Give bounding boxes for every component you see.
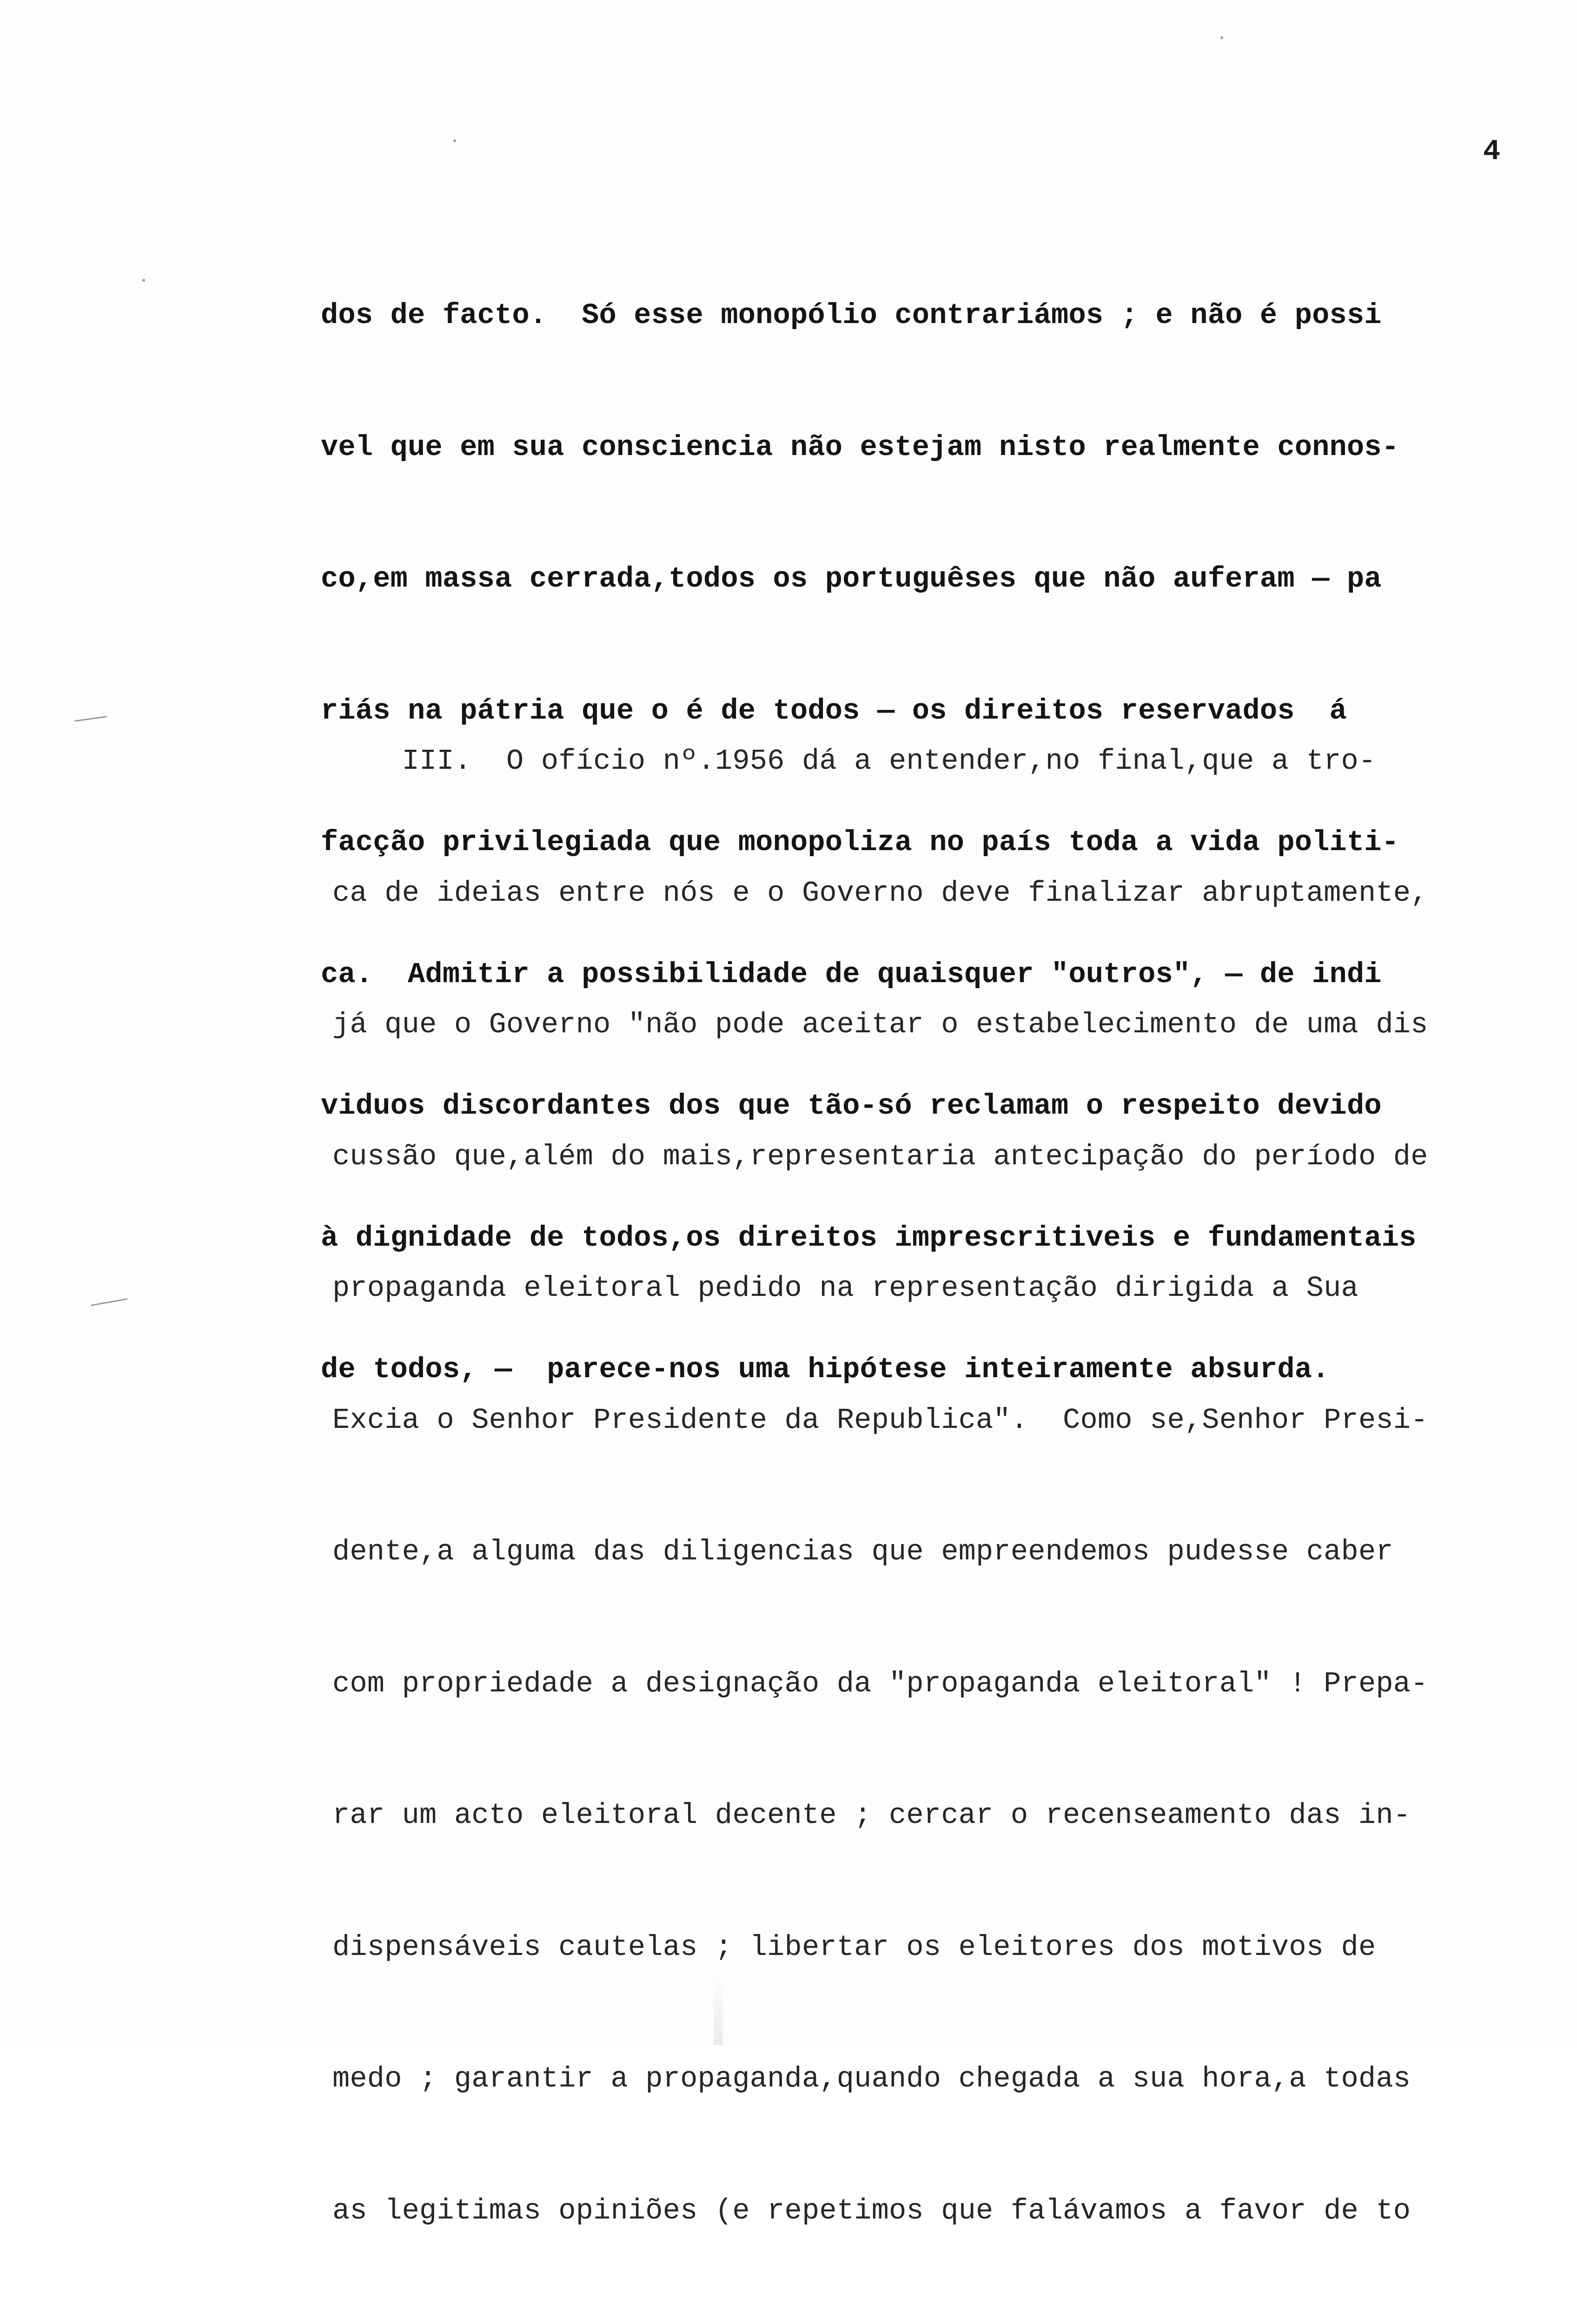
paragraph-2-line: com propriedade a designação da "propaganda eleitoral" ! Prepa- xyxy=(332,1667,1428,1700)
page-number: 4 xyxy=(1483,135,1501,168)
scan-mark xyxy=(91,1298,127,1306)
paragraph-1-line: ca. Admitir a possibilidade de quaisquer "outros", — de indi xyxy=(321,957,1382,991)
paragraph-1-line: à dignidade de todos,os direitos imprescritiveis e fundamentais xyxy=(321,1221,1417,1254)
paragraph-1-line: viduos discordantes dos que tão-só reclamam o respeito devido xyxy=(321,1089,1382,1122)
paragraph-1-line: vel que em sua consciencia não estejam nisto realmente connos- xyxy=(321,430,1399,464)
paragraph-2-line: III. O ofício nº.1956 dá a entender,no final,que a tro- xyxy=(332,745,1376,778)
paragraph-2-line: já que o Governo "não pode aceitar o estabelecimento de uma dis xyxy=(332,1008,1428,1041)
paragraph-2-line: rar um acto eleitoral decente ; cercar o recenseamento das in- xyxy=(332,1799,1411,1832)
paragraph-2-line: ca de ideias entre nós e o Governo deve finalizar abruptamente, xyxy=(332,876,1428,910)
paragraph-2-line: cussão que,além do mais,representaria antecipação do período de xyxy=(332,1140,1428,1173)
scan-speck xyxy=(142,279,145,282)
paragraph-2-line: Excia o Senhor Presidente da Republica". Como se,Senhor Presi- xyxy=(332,1403,1428,1437)
paragraph-1-line: de todos, — parece-nos uma hipótese inteiramente absurda. xyxy=(321,1353,1330,1386)
scan-speck xyxy=(1220,36,1223,39)
scan-smudge xyxy=(714,1971,723,2045)
paragraph-2-line: propaganda eleitoral pedido na representação dirigida a Sua xyxy=(332,1272,1358,1305)
paragraph-1-line: dos de facto. Só esse monopólio contrariámos ; e não é possi xyxy=(321,299,1382,332)
paragraph-1-line: facção privilegiada que monopoliza no país toda a vida politi- xyxy=(321,826,1399,859)
paragraph-2-line: as legitimas opiniões (e repetimos que falávamos a favor de to xyxy=(332,2194,1411,2227)
paragraph-2-line xyxy=(332,2321,1445,2324)
paragraph-2-line: dente,a alguma das diligencias que empreendemos pudesse caber xyxy=(332,1535,1393,1568)
paragraph-1-line: co,em massa cerrada,todos os portuguêses que não auferam — pa xyxy=(321,562,1382,595)
paragraph-2 xyxy=(332,652,1445,2324)
scan-mark xyxy=(74,716,107,722)
paragraph-2-line: medo ; garantir a propaganda,quando chegada a sua hora,a todas xyxy=(332,2062,1411,2095)
paragraph-2-line: dispensáveis cautelas ; libertar os eleitores dos motivos de xyxy=(332,1930,1376,1964)
scan-speck xyxy=(453,139,456,142)
paragraph-1-line: riás na pátria que o é de todos — os direitos reservados á xyxy=(321,694,1347,727)
